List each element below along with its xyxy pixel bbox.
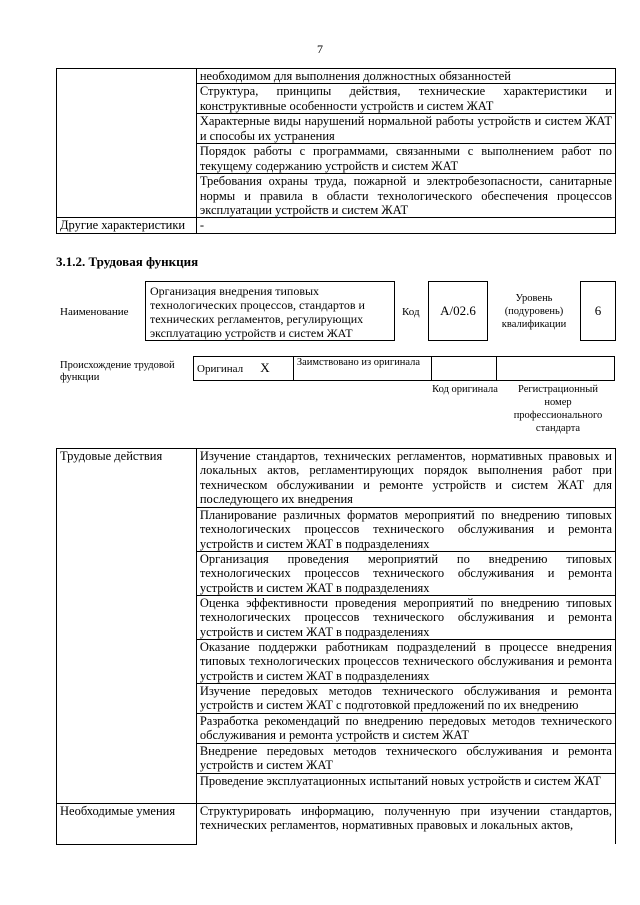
other-characteristics-label: Другие характеристики: [57, 218, 197, 233]
action-row: Изучение стандартов, технических регламентов, нормативных правовых и локальных актов, регламентирующих порядок выполнения работ при техническом обслуживании и ремонте устройств и систем ЖАТ для последующего их внедрения: [196, 449, 615, 508]
origin-table: [193, 356, 615, 381]
action-row: Проведение эксплуатационных испытаний новых устройств и систем ЖАТ: [196, 774, 615, 804]
actions-label: Трудовые действия: [57, 449, 197, 804]
code-value-box: [428, 281, 488, 341]
level-value-box: [580, 281, 616, 341]
level-label: Уровень (подуровень) квалификации: [501, 293, 567, 330]
skills-label: Необходимые умения: [57, 804, 197, 845]
top-table-row: Структура, принципы действия, технические характеристики и конструктивные особенности устройств и систем ЖАТ: [196, 84, 615, 114]
code-label: Код: [402, 306, 420, 318]
code-value: А/02.6: [440, 303, 476, 318]
origin-original-label: Оригинал: [197, 362, 244, 375]
top-table: [56, 68, 616, 234]
section-title: 3.1.2. Трудовая функция: [56, 254, 199, 269]
origin-borrowed-label: Заимствовано из оригинала: [293, 357, 431, 381]
top-table-row: Характерные виды нарушений нормальной работы устройств и систем ЖАТ и способы их устранения: [196, 114, 615, 144]
name-value: Организация внедрения типовых технологических процессов, стандартов и технических регламентов, регулирующих эксплуатацию устройств и систем ЖАТ: [150, 284, 365, 340]
level-value: 6: [594, 303, 602, 318]
name-label: Наименование: [60, 306, 129, 318]
action-row: Оценка эффективности проведения мероприятий по внедрению типовых технологических процессов технического обслуживания и ремонта устройств и систем ЖАТ в подразделениях: [196, 596, 615, 640]
other-characteristics-value: -: [196, 218, 615, 233]
origin-code-caption: Код оригинала: [432, 384, 498, 395]
action-row: Планирование различных форматов мероприятий по внедрению типовых технологических процессов технического обслуживания и ремонта устройств и систем ЖАТ в подразделениях: [196, 508, 615, 552]
action-row: Разработка рекомендаций по внедрению передовых методов технического обслуживания и ремонта устройств и систем ЖАТ: [196, 714, 615, 744]
action-row: Организация проведения мероприятий по внедрению типовых технологических процессов технического обслуживания и ремонта устройств и систем ЖАТ в подразделениях: [196, 552, 615, 596]
top-table-left-blank: [57, 69, 197, 218]
action-row: Изучение передовых методов технического обслуживания и ремонта устройств и систем ЖАТ с подготовкой предложений по их внедрению: [196, 684, 615, 714]
top-table-row: Порядок работы с программами, связанными с выполнением работ по текущему содержанию устройств и систем ЖАТ: [196, 144, 615, 174]
page-number: 7: [317, 42, 323, 56]
top-table-row: необходимом для выполнения должностных обязанностей: [196, 69, 615, 84]
action-row: Оказание поддержки работникам подразделений в процессе внедрения типовых технологических процессов технического обслуживания и ремонта устройств и систем ЖАТ в подразделениях: [196, 640, 615, 684]
top-table-row: Требования охраны труда, пожарной и электробезопасности, санитарные нормы и правила в области технологического обеспечения процессов эксплуатации устройств и систем ЖАТ: [196, 174, 615, 218]
origin-code-cell: [431, 357, 497, 381]
origin-reg-cell: [497, 357, 615, 381]
skill-row: Структурировать информацию, полученную при изучении стандартов, технических регламентов, нормативных правовых и локальных актов,: [196, 804, 615, 845]
origin-reg-caption: Регистрационный номер профессионального стандарта: [513, 384, 603, 434]
main-table: [56, 448, 616, 845]
origin-original-mark: X: [260, 359, 270, 375]
name-value-box: [145, 281, 395, 341]
action-row: Внедрение передовых методов технического обслуживания и ремонта устройств и систем ЖАТ: [196, 744, 615, 774]
origin-label: Происхождение трудовой функции: [60, 360, 175, 383]
origin-original-cell: [194, 357, 294, 381]
